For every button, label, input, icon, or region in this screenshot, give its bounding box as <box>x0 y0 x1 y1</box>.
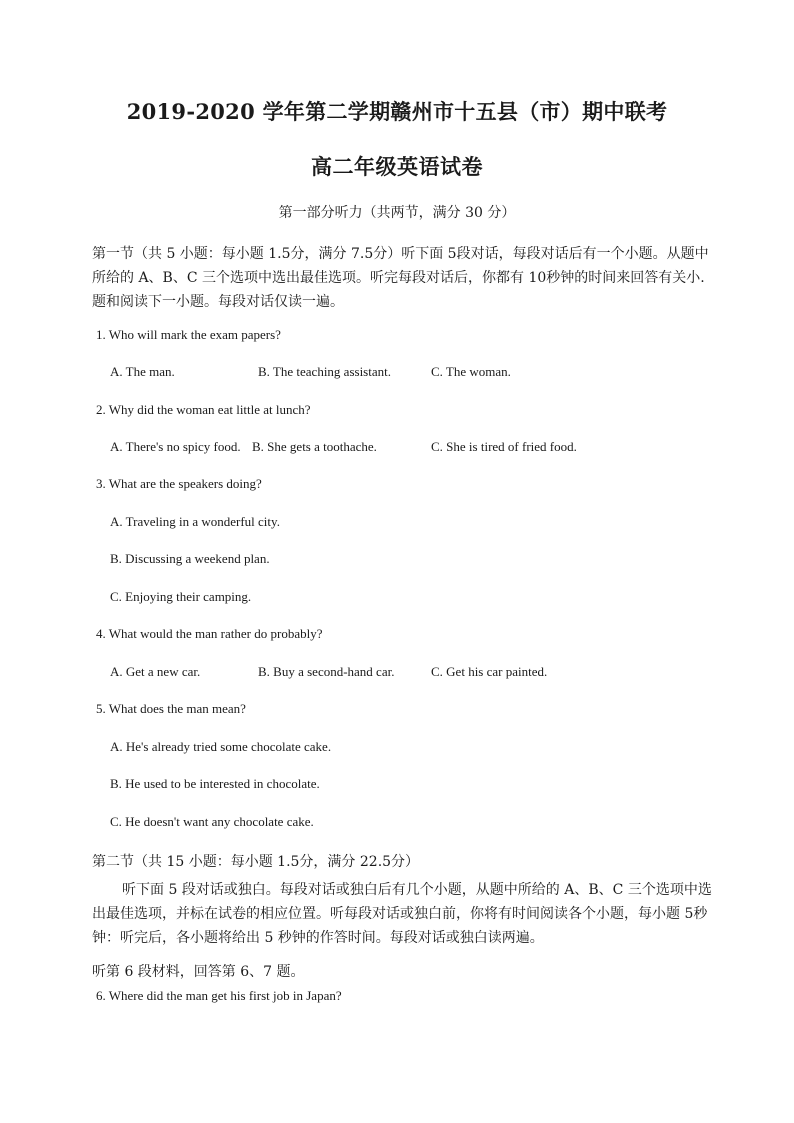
section2-intro: 听下面 5 段对话或独白。每段对话或独白后有几个小题，从题中所给的 A、B、C 三个选项中选出最佳选项，并标在试卷的相应位置。听每段对话或独白前，你将有时间阅读各个小题，每小题 5秒钟：听完后，各小题将给出 5 秒钟的作答时间。每段对话或独白读两遍。 <box>92 882 712 946</box>
q3-option-a: A. Traveling in a wonderful city. <box>110 514 280 529</box>
exam-title: 2019-2020 学年第二学期赣州市十五县（市）期中联考 <box>126 99 668 124</box>
question-1: 1. Who will mark the exam papers? <box>96 327 281 342</box>
q2-option-c: C. She is tired of fried food. <box>431 439 577 454</box>
q3-option-b: B. Discussing a weekend plan. <box>110 551 270 566</box>
q3-option-c: C. Enjoying their camping. <box>110 589 252 604</box>
q4-option-b: B. Buy a second-hand car. <box>258 664 395 679</box>
q5-option-a: A. He's already tried some chocolate cake. <box>110 739 332 754</box>
question-4: 4. What would the man rather do probably? <box>96 626 323 641</box>
q5-option-b: B. He used to be interested in chocolate. <box>110 776 320 791</box>
section2-note: 听第 6 段材料，回答第 6、7 题。 <box>92 964 305 980</box>
q4-option-c: C. Get his car painted. <box>431 664 548 679</box>
question-5: 5. What does the man mean? <box>96 701 246 716</box>
part-heading: 第一部分听力（共两节，满分 30 分） <box>278 205 516 221</box>
q5-option-c: C. He doesn't want any chocolate cake. <box>110 814 314 829</box>
q2-option-a: A. There's no spicy food. <box>110 439 241 454</box>
section1-intro: 第一节（共 5 小题：每小题 1.5分，满分 7.5分）听下面 5段对话，每段对话后有一个小题。从题中所给的 A、B、C 三个选项中选出最佳选项。听完每段对话后，你都有 10秒钟的时间来回答有关小.题和阅读下一小题。每段对话仅读一遍。 <box>92 246 709 310</box>
q2-option-b: B. She gets a toothache. <box>252 439 377 454</box>
question-3: 3. What are the speakers doing? <box>96 476 262 491</box>
question-6: 6. Where did the man get his first job in Japan? <box>96 988 342 1003</box>
section2-heading: 第二节（共 15 小题：每小题 1.5分，满分 22.5分） <box>92 854 420 870</box>
q1-option-c: C. The woman. <box>431 364 511 379</box>
exam-subtitle: 高二年级英语试卷 <box>311 154 483 179</box>
q1-option-b: B. The teaching assistant. <box>258 364 391 379</box>
q1-option-a: A. The man. <box>110 364 175 379</box>
q4-option-a: A. Get a new car. <box>110 664 201 679</box>
question-2: 2. Why did the woman eat little at lunch? <box>96 402 311 417</box>
